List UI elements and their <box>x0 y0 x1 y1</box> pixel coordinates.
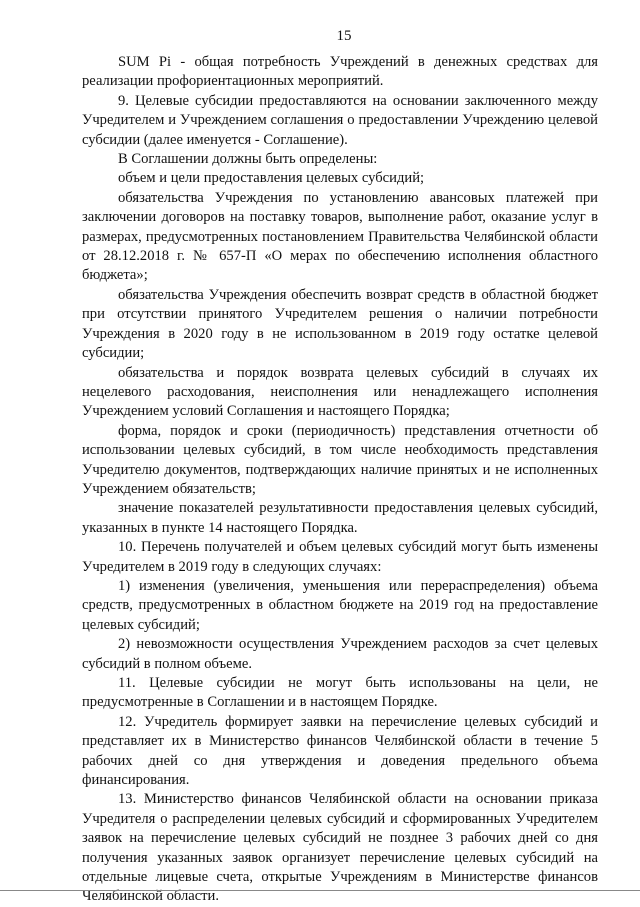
paragraph: обязательства Учреждения по установлению авансовых платежей при заключении договоров на поставку товаров, выполнение работ, оказание услуг в размерах, предусмотренных постановлением Правительства Челябинской области от 28.12.2018 г. № 657-П «О мерах по обеспечению исполнения областного бюджета»; <box>82 189 598 284</box>
paragraph: 9. Целевые субсидии предоставляются на основании заключенного между Учредителем и Учреждением соглашения о предоставлении Учреждению целевой субсидии (далее именуется - Соглашение). <box>82 92 598 148</box>
paragraph: В Соглашении должны быть определены: <box>118 151 378 168</box>
document-body <box>82 53 598 907</box>
paragraph: 11. Целевые субсидии не могут быть использованы на цели, не предусмотренные в Соглашении и в настоящем Порядке. <box>82 675 598 711</box>
paragraph: SUM Pi - общая потребность Учреждений в денежных средствах для реализации профориентационных мероприятий. <box>82 54 598 90</box>
footer-divider <box>0 890 640 891</box>
paragraph: 12. Учредитель формирует заявки на перечисление целевых субсидий и представляет их в Министерство финансов Челябинской области в течение 5 рабочих дней со дня утверждения и доведения предельного объема финансирования. <box>82 713 598 789</box>
paragraph: 2) невозможности осуществления Учреждением расходов за счет целевых субсидий в полном объеме. <box>82 636 598 672</box>
paragraph: значение показателей результативности предоставления целевых субсидий, указанных в пункте 14 настоящего Порядка. <box>82 500 598 536</box>
paragraph: форма, порядок и сроки (периодичность) представления отчетности об использовании целевых субсидий, в том числе необходимость представления Учредителю документов, подтверждающих наличие принятых и не исполненных Учреждением обязательств; <box>82 422 598 497</box>
paragraph: обязательства и порядок возврата целевых субсидий в случаях их нецелевого расходования, неисполнения или ненадлежащего исполнения Учреждением условий Соглашения и настоящего Порядка; <box>82 364 598 420</box>
paragraph: 1) изменения (увеличения, уменьшения или перераспределения) объема средств, предусмотренных в областном бюджете на 2019 год на предоставление целевых субсидий; <box>82 577 598 633</box>
paragraph: объем и цели предоставления целевых субсидий; <box>118 170 425 187</box>
paragraph: 10. Перечень получателей и объем целевых субсидий могут быть изменены Учредителем в 2019 году в следующих случаях: <box>82 539 598 575</box>
paragraph: 13. Министерство финансов Челябинской области на основании приказа Учредителя о распределении целевых субсидий и сформированных Учредителем заявок на перечисление целевых субсидий не позднее 3 рабочих дней со дня получения указанных заявок организует перечисление целевых субсидий на отдельные лицевые счета, открытые Учреждениям в Министерстве финансов Челябинской области. <box>82 791 598 905</box>
page-number: 15 <box>336 28 352 44</box>
paragraph: обязательства Учреждения обеспечить возврат средств в областной бюджет при отсутствии принятого Учредителем решения о наличии потребности Учреждения в 2020 году в не использованном в 2019 году остатке целевой субсидии; <box>82 286 598 362</box>
